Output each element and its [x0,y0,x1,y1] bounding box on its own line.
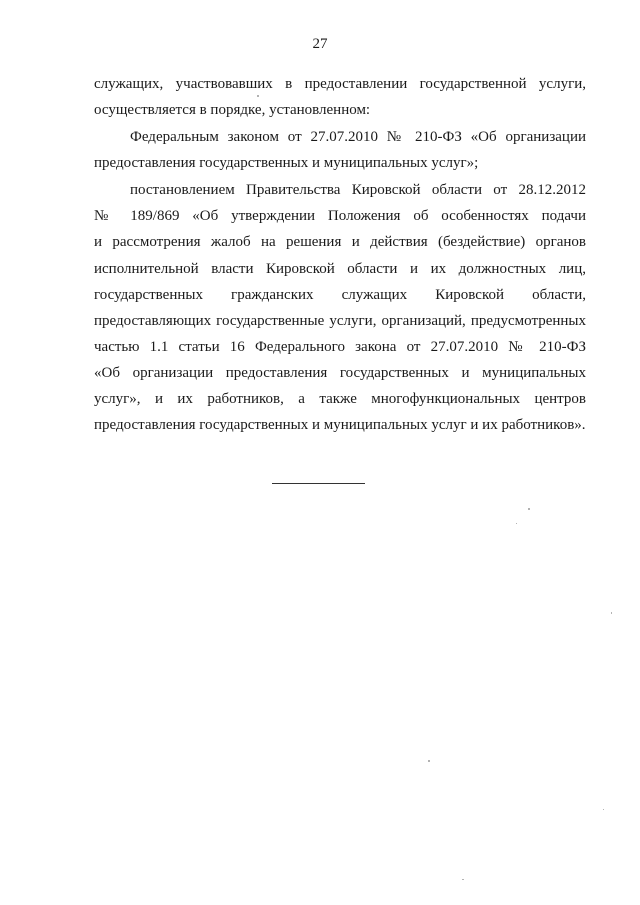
text-line: Федеральным законом от 27.07.2010 № 210-ФЗ «Об организации [130,129,586,145]
text-line: осуществляется в порядке, установленном: [94,102,371,118]
scan-speck [528,508,530,510]
text-line: предоставляющих государственные услуги, организаций, предусмотренных [94,313,586,329]
scan-speck [516,523,517,524]
text-line: услуг», и их работников, а также многофункциональных центров [94,391,586,407]
text-line: предоставления государственных и муниципальных услуг и их работников». [94,417,586,433]
text-line: частью 1.1 статьи 16 Федерального закона от 27.07.2010 № 210-ФЗ [94,339,586,355]
text-line: № 189/869 «Об утверждении Положения об особенностях подачи [94,208,586,224]
text-line: предоставления государственных и муниципальных услуг»; [94,155,479,171]
text-line: постановлением Правительства Кировской области от 28.12.2012 [130,182,586,198]
scan-speck [428,760,430,762]
page-number: 27 [312,36,328,52]
text-line: «Об организации предоставления государственных и муниципальных [94,365,586,381]
scan-speck [603,809,604,810]
text-line: и рассмотрения жалоб на решения и действия (бездействие) органов [94,234,586,250]
scan-speck [257,95,259,97]
text-line: служащих, участвовавших в предоставлении государственной услуги, [94,76,586,92]
scan-speck [611,612,612,614]
text-line: государственных гражданских служащих Кировской области, [94,287,586,303]
text-line: исполнительной власти Кировской области и их должностных лиц, [94,261,586,277]
scan-speck [462,879,464,880]
separator-line [272,483,365,484]
